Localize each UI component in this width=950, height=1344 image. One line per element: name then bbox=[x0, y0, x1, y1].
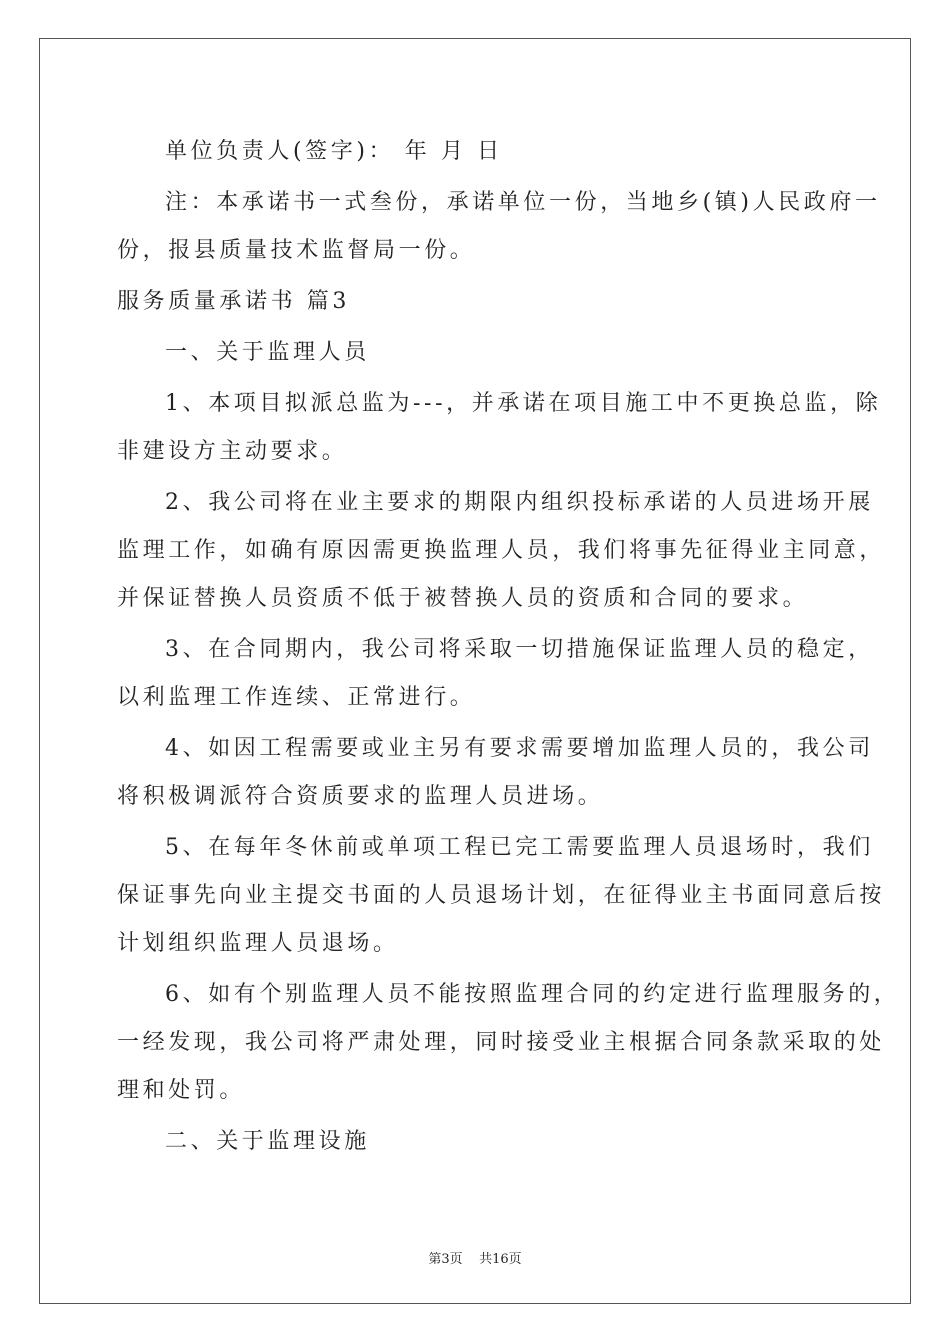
text-line: 1、本项目拟派总监为---，并承诺在项目施工中不更换总监，除 bbox=[165, 391, 882, 416]
text-line: 2、我公司将在业主要求的期限内组织投标承诺的人员进场开展 bbox=[165, 490, 874, 515]
page-footer bbox=[0, 1248, 950, 1267]
paragraph bbox=[117, 725, 874, 821]
page-number: 第3页 bbox=[428, 1252, 463, 1267]
text-line: 服务质量承诺书 篇3 bbox=[117, 289, 350, 314]
text-line: 非建设方主动要求。 bbox=[117, 439, 348, 464]
page-total: 共16页 bbox=[479, 1252, 522, 1267]
text-line: 份，报县质量技术监督局一份。 bbox=[117, 238, 476, 263]
document-body bbox=[117, 128, 900, 1169]
text-line: 监理工作，如确有原因需更换监理人员，我们将事先征得业主同意， bbox=[117, 538, 886, 563]
text-line: 3、在合同期内，我公司将采取一切措施保证监理人员的稳定， bbox=[165, 637, 874, 662]
text-line: 4、如因工程需要或业主另有要求需要增加监理人员的，我公司 bbox=[165, 736, 874, 761]
text-line: 注：本承诺书一式叁份，承诺单位一份，当地乡(镇)人民政府一 bbox=[165, 190, 881, 215]
paragraph bbox=[117, 128, 837, 176]
paragraph bbox=[117, 626, 874, 722]
text-line: 6、如有个别监理人员不能按照监理合同的约定进行监理服务的， bbox=[165, 982, 900, 1007]
text-line: 保证事先向业主提交书面的人员退场计划，在征得业主书面同意后按 bbox=[117, 883, 886, 908]
text-line: 将积极调派符合资质要求的监理人员进场。 bbox=[117, 784, 604, 809]
paragraph bbox=[117, 824, 886, 968]
paragraph bbox=[117, 479, 886, 623]
paragraph bbox=[117, 278, 837, 326]
text-line: 一经发现，我公司将严肃处理，同时接受业主根据合同条款采取的处 bbox=[117, 1030, 886, 1055]
text-line: 5、在每年冬休前或单项工程已完工需要监理人员退场时，我们 bbox=[165, 835, 874, 860]
text-line: 一、关于监理人员 bbox=[165, 340, 370, 365]
paragraph bbox=[117, 1118, 837, 1166]
paragraph bbox=[117, 329, 837, 377]
text-line: 二、关于监理设施 bbox=[165, 1129, 370, 1154]
text-line: 计划组织监理人员退场。 bbox=[117, 931, 399, 956]
text-line: 单位负责人(签字)： 年 月 日 bbox=[165, 139, 503, 164]
paragraph bbox=[117, 971, 900, 1115]
paragraph bbox=[117, 380, 882, 476]
paragraph bbox=[117, 179, 881, 275]
text-line: 以利监理工作连续、正常进行。 bbox=[117, 685, 476, 710]
text-line: 理和处罚。 bbox=[117, 1078, 246, 1103]
text-line: 并保证替换人员资质不低于被替换人员的资质和合同的要求。 bbox=[117, 586, 809, 611]
